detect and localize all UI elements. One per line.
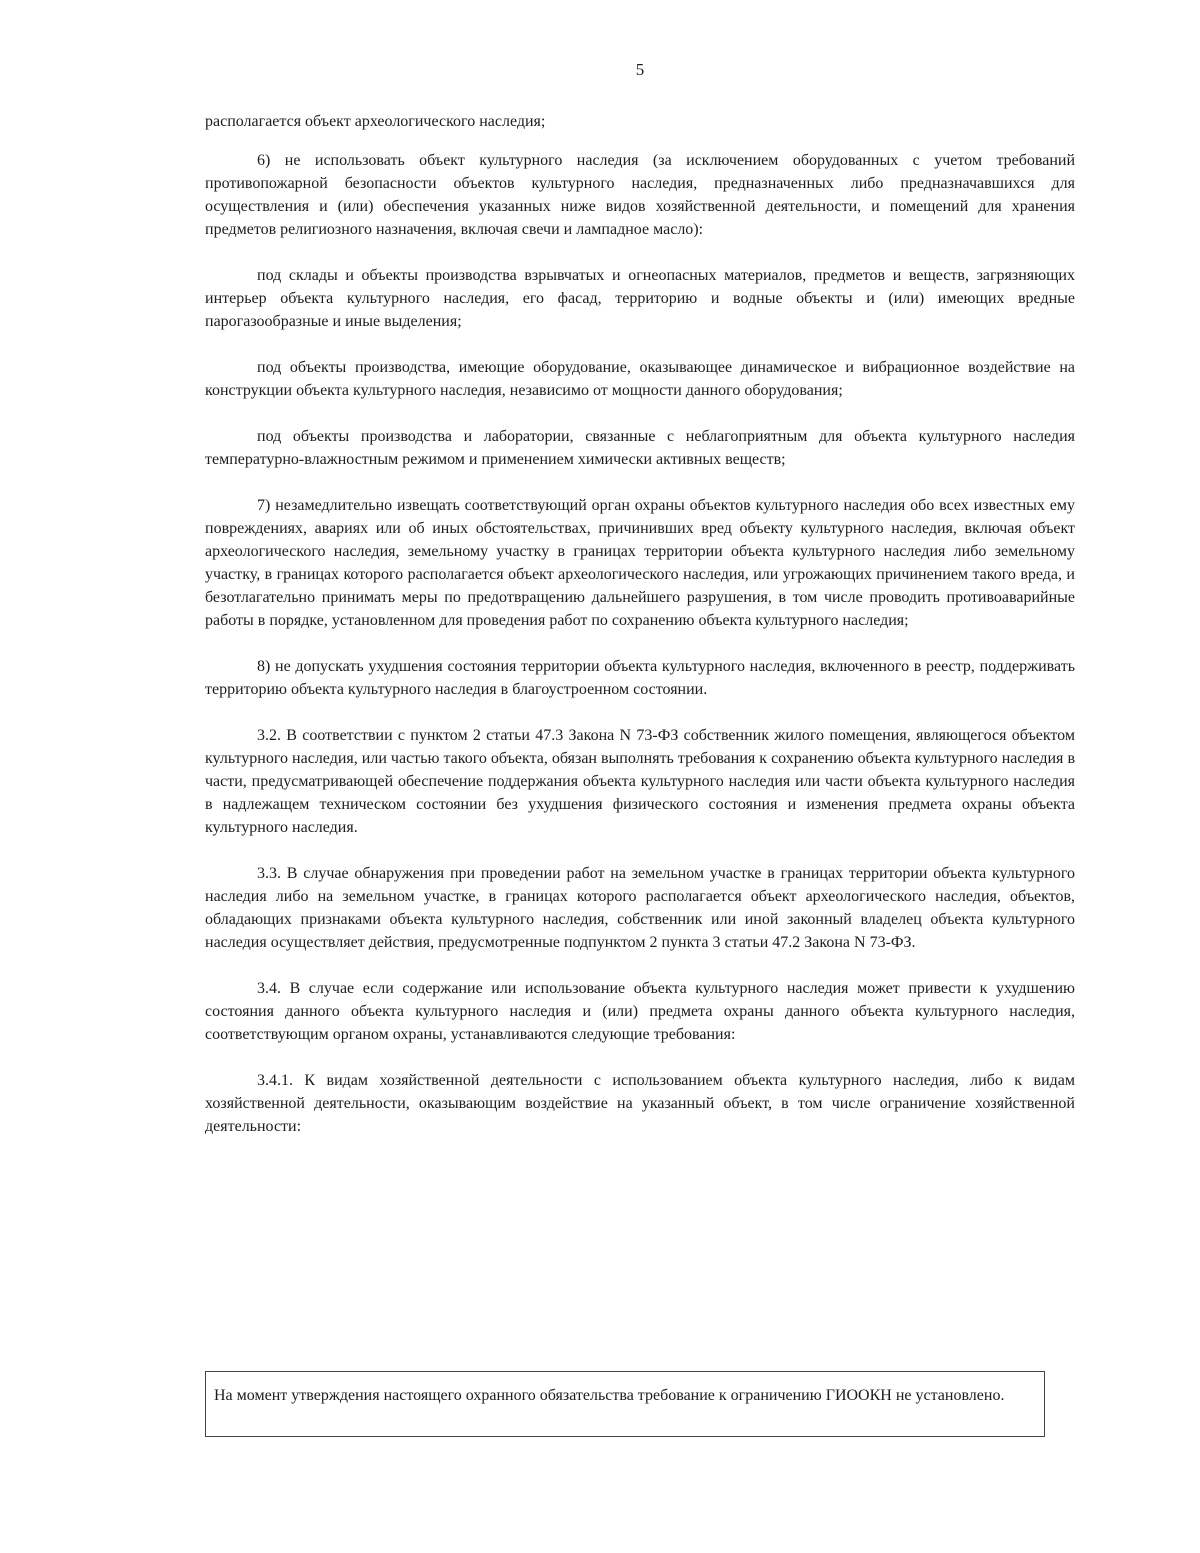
- paragraph-3-4: 3.4. В случае если содержание или использование объекта культурного наследия может привести к ухудшению состояния данного объекта культурного наследия и (или) предмета охраны данного объекта культурного наследия, соответствующим органом охраны, устанавливаются следующие требования:: [205, 980, 1075, 1043]
- notice-box: [205, 1371, 1045, 1437]
- paragraph-item-7: 7) незамедлительно извещать соответствующий орган охраны объектов культурного наследия обо всех известных ему повреждениях, авариях или об иных обстоятельствах, причинивших вред объекту культурного наследия, включая объект археологического наследия, земельному участку в границах территории объекта культурного наследия либо земельному участку, в границах которого располагается объект археологического наследия, или угрожающих причинением такого вреда, и безотлагательно принимать меры по предотвращению дальнейшего разрушения, в том числе проводить противоаварийные работы в порядке, установленном для проведения работ по сохранению объекта культурного наследия;: [205, 497, 1075, 629]
- paragraph-3-2: 3.2. В соответствии с пунктом 2 статьи 47.3 Закона N 73-ФЗ собственник жилого помещения, являющегося объектом культурного наследия, или частью такого объекта, обязан выполнять требования к сохранению объекта культурного наследия в части, предусматривающей обеспечение поддержания объекта культурного наследия или части объекта культурного наследия в надлежащем техническом состоянии без ухудшения физического состояния и изменения предмета охраны объекта культурного наследия.: [205, 727, 1075, 836]
- paragraph-sub-warehouses: под склады и объекты производства взрывчатых и огнеопасных материалов, предметов и веществ, загрязняющих интерьер объекта культурного наследия, его фасад, территорию и водные объекты и (или) имеющих вредные парогазообразные и иные выделения;: [205, 267, 1075, 330]
- paragraph-sub-laboratories: под объекты производства и лаборатории, связанные с неблагоприятным для объекта культурного наследия температурно-влажностным режимом и применением химически активных веществ;: [205, 428, 1075, 468]
- paragraph-3-3: 3.3. В случае обнаружения при проведении работ на земельном участке в границах территории объекта культурного наследия либо на земельном участке, в границах которого располагается объект археологического наследия, объектов, обладающих признаками объекта культурного наследия, собственник или иной законный владелец объекта культурного наследия осуществляет действия, предусмотренные подпунктом 2 пункта 3 статьи 47.2 Закона N 73-ФЗ.: [205, 865, 1075, 951]
- paragraph-item-6: 6) не использовать объект культурного наследия (за исключением оборудованных с учетом требований противопожарной безопасности объектов культурного наследия, предназначенных либо предназначавшихся для осуществления и (или) обеспечения указанных ниже видов хозяйственной деятельности, и помещений для хранения предметов религиозного назначения, включая свечи и лампадное масло):: [205, 152, 1075, 238]
- notice-text: На момент утверждения настоящего охранного обязательства требование к ограничению ГИООКН не установлено.: [214, 1387, 1005, 1404]
- paragraph-item-8: 8) не допускать ухудшения состояния территории объекта культурного наследия, включенного в реестр, поддерживать территорию объекта культурного наследия в благоустроенном состоянии.: [205, 658, 1075, 698]
- document-body: [205, 110, 1075, 1161]
- paragraph-sub-production-equipment: под объекты производства, имеющие оборудование, оказывающее динамическое и вибрационное воздействие на конструкции объекта культурного наследия, независимо от мощности данного оборудования;: [205, 359, 1075, 399]
- page-number: 5: [635, 60, 645, 79]
- paragraph-continuation: располагается объект археологического наследия;: [205, 113, 546, 130]
- paragraph-3-4-1: 3.4.1. К видам хозяйственной деятельности с использованием объекта культурного наследия, либо к видам хозяйственной деятельности, оказывающим воздействие на указанный объект, в том числе ограничение хозяйственной деятельности:: [205, 1072, 1075, 1135]
